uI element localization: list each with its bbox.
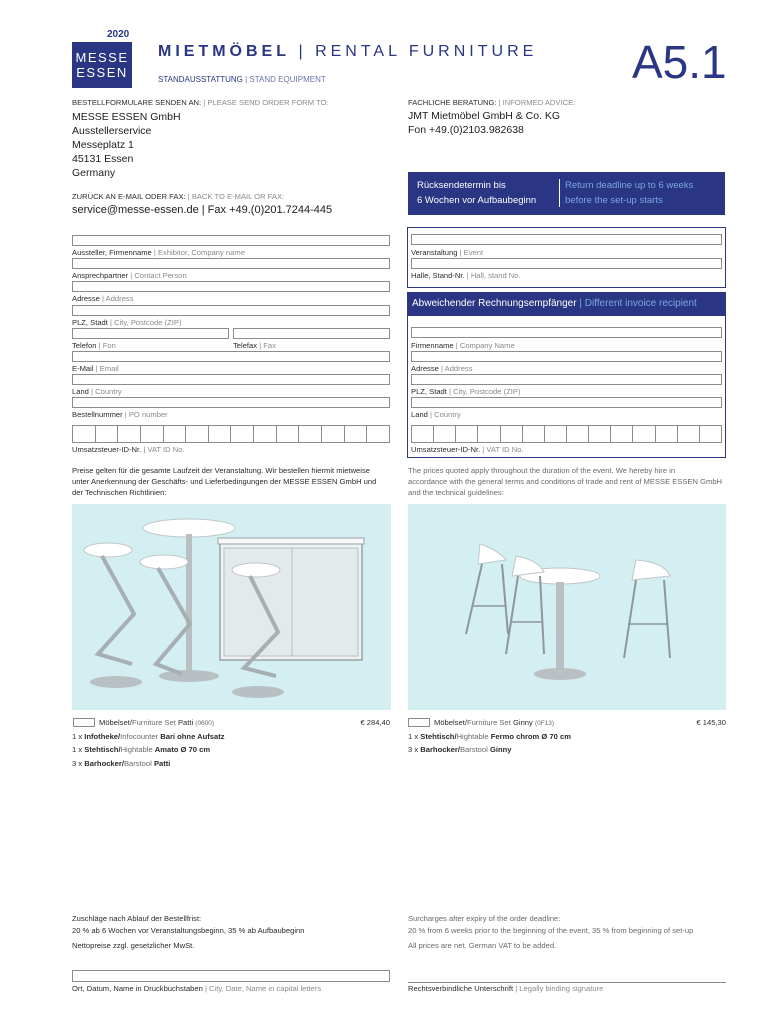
set-ginny-price: € 145,30 bbox=[696, 718, 726, 727]
form-subtitle bbox=[158, 75, 326, 84]
exhibitor-name-input[interactable] bbox=[72, 235, 390, 246]
set-patti-price: € 284,40 bbox=[360, 718, 390, 727]
email-input[interactable] bbox=[72, 351, 390, 362]
country-input[interactable] bbox=[72, 374, 390, 385]
event-input[interactable] bbox=[411, 234, 722, 245]
logo-line-1: MESSE bbox=[75, 50, 129, 65]
exhibitor-name-label: Aussteller, Firmenname | Exhibitor, Company name bbox=[72, 248, 245, 257]
ginny-set-illustration bbox=[408, 504, 726, 710]
deadline-en: Return deadline up to 6 weeks before the set-up starts bbox=[565, 180, 694, 206]
set-patti-quantity-box[interactable] bbox=[73, 718, 95, 727]
title-en: RENTAL FURNITURE bbox=[315, 43, 538, 60]
messe-essen-logo bbox=[72, 42, 132, 88]
send-to-heading: BESTELLFORMULARE SENDEN AN: | PLEASE SEND ORDER FORM TO: bbox=[72, 98, 329, 107]
po-number-input[interactable] bbox=[72, 397, 390, 408]
recipient-city-label: PLZ, Stadt | City, Postcode (ZIP) bbox=[411, 387, 521, 396]
phone-input[interactable] bbox=[72, 328, 229, 339]
logo-line-2: ESSEN bbox=[76, 65, 128, 80]
recipient-company-label: Firmenname | Company Name bbox=[411, 341, 515, 350]
recipient-vat-id-label: Umsatzsteuer-ID-Nr. | VAT ID No. bbox=[411, 445, 524, 454]
po-number-label: Bestellnummer | PO number bbox=[72, 410, 168, 419]
furniture-set-patti-photo bbox=[72, 504, 391, 710]
vat-id-input[interactable] bbox=[72, 425, 390, 443]
recipient-country-input[interactable] bbox=[411, 397, 722, 408]
advice-company: JMT Mietmöbel GmbH & Co. KG bbox=[408, 110, 561, 122]
terms-en: The prices quoted apply throughout the duration of the event. We hereby hire in accordance with the general terms and conditions of trade and rent of MESSE ESSEN GmbH and the technical guidelines: bbox=[408, 466, 723, 497]
address-input[interactable] bbox=[72, 281, 390, 292]
set-patti-item: 3 x Barhocker/Barstool Patti bbox=[72, 759, 171, 768]
title-separator: | bbox=[298, 43, 307, 60]
deadline-divider bbox=[559, 179, 560, 207]
set-ginny-item: 1 x Stehtisch/Hightable Fermo chrom Ø 70 cm bbox=[408, 732, 571, 741]
recipient-address-input[interactable] bbox=[411, 351, 722, 362]
recipient-country-label: Land | Country bbox=[411, 410, 461, 419]
surcharges-de: Zuschläge nach Ablauf der Bestellfrist: 20 % ab 6 Wochen vor Veranstaltungsbeginn, 35 % ab Aufbaubeginn Nettopreise zzgl. gesetzlicher MwSt. bbox=[72, 914, 305, 950]
signature-line[interactable] bbox=[408, 982, 726, 983]
hall-stand-label: Halle, Stand-Nr. | Hall, stand No. bbox=[411, 271, 521, 280]
fax-input[interactable] bbox=[233, 328, 390, 339]
back-to-heading: ZURÜCK AN E-MAIL ODER FAX: | BACK TO E-MAIL OR FAX: bbox=[72, 192, 285, 201]
contact-person-label: Ansprechpartner | Contact Person bbox=[72, 271, 187, 280]
hall-stand-input[interactable] bbox=[411, 258, 722, 269]
email-label: E-Mail | Email bbox=[72, 364, 119, 373]
sender-line: 45131 Essen bbox=[72, 153, 134, 165]
sender-line: MESSE ESSEN GmbH bbox=[72, 111, 181, 123]
set-patti-title: Möbelset/Furniture Set Patti (0600) bbox=[99, 718, 215, 727]
set-ginny-title: Möbelset/Furniture Set Ginny (0F13) bbox=[434, 718, 555, 727]
signature-label: Rechtsverbindliche Unterschrift | Legally binding signature bbox=[408, 984, 604, 993]
recipient-city-input[interactable] bbox=[411, 374, 722, 385]
set-patti-item: 1 x Stehtisch/Hightable Amato Ø 70 cm bbox=[72, 745, 211, 754]
sender-line: Ausstellerservice bbox=[72, 125, 152, 137]
address-label: Adresse | Address bbox=[72, 294, 134, 303]
sender-line: Germany bbox=[72, 167, 116, 179]
recipient-address-label: Adresse | Address bbox=[411, 364, 473, 373]
deadline-de: Rücksendetermin bis 6 Wochen vor Aufbaubeginn bbox=[417, 180, 537, 206]
subtitle-en: | STAND EQUIPMENT bbox=[245, 75, 326, 84]
event-label: Veranstaltung | Event bbox=[411, 248, 484, 257]
furniture-set-ginny-photo bbox=[408, 504, 726, 710]
form-code: A5.1 bbox=[632, 36, 727, 88]
fax-label: Telefax | Fax bbox=[233, 341, 276, 350]
sender-line: Messeplatz 1 bbox=[72, 139, 134, 151]
place-date-name-label: Ort, Datum, Name in Druckbuchstaben | City, Date, Name in capital letters bbox=[72, 984, 322, 993]
set-patti-item: 1 x Infotheke/Infocounter Bari ohne Aufsatz bbox=[72, 732, 225, 741]
invoice-recipient-header: Abweichender Rechnungsempfänger | Different invoice recipient bbox=[407, 292, 726, 316]
sender-address bbox=[72, 110, 181, 180]
country-label: Land | Country bbox=[72, 387, 122, 396]
surcharges-en: Surcharges after expiry of the order deadline: 20 % from 6 weeks prior to the beginning of the event, 35 % from beginning of set-up All prices are net. German VAT to be added. bbox=[408, 914, 694, 950]
recipient-vat-id-input[interactable] bbox=[411, 425, 722, 443]
recipient-company-input[interactable] bbox=[411, 327, 722, 338]
terms-de: Preise gelten für die gesamte Laufzeit der Veranstaltung. Wir bestellen hiermit mietweise unter Anerkennung der Geschäfts- und Lieferbedingungen der MESSE ESSEN GmbH und der Technischen Richtlinien: bbox=[72, 466, 377, 497]
year-label: 2020 bbox=[107, 29, 130, 40]
city-input[interactable] bbox=[72, 305, 390, 316]
phone-label: Telefon | Fon bbox=[72, 341, 116, 350]
place-date-name-input[interactable] bbox=[72, 970, 390, 982]
set-ginny-quantity-box[interactable] bbox=[408, 718, 430, 727]
set-ginny-item: 3 x Barhocker/Barstool Ginny bbox=[408, 745, 512, 754]
deadline-box bbox=[408, 172, 725, 215]
contact-person-input[interactable] bbox=[72, 258, 390, 269]
subtitle-de: STANDAUSSTATTUNG bbox=[158, 75, 243, 84]
form-title bbox=[158, 43, 537, 61]
city-label: PLZ, Stadt | City, Postcode (ZIP) bbox=[72, 318, 182, 327]
title-de: MIETMÖBEL bbox=[158, 43, 290, 60]
advice-phone: Fon +49.(0)2103.982638 bbox=[408, 124, 524, 136]
patti-set-illustration bbox=[72, 504, 391, 710]
return-contact: service@messe-essen.de | Fax +49.(0)201.7244-445 bbox=[72, 204, 333, 216]
vat-id-label: Umsatzsteuer-ID-Nr. | VAT ID No. bbox=[72, 445, 185, 454]
advice-heading: FACHLICHE BERATUNG: | INFORMED ADVICE: bbox=[408, 98, 576, 107]
